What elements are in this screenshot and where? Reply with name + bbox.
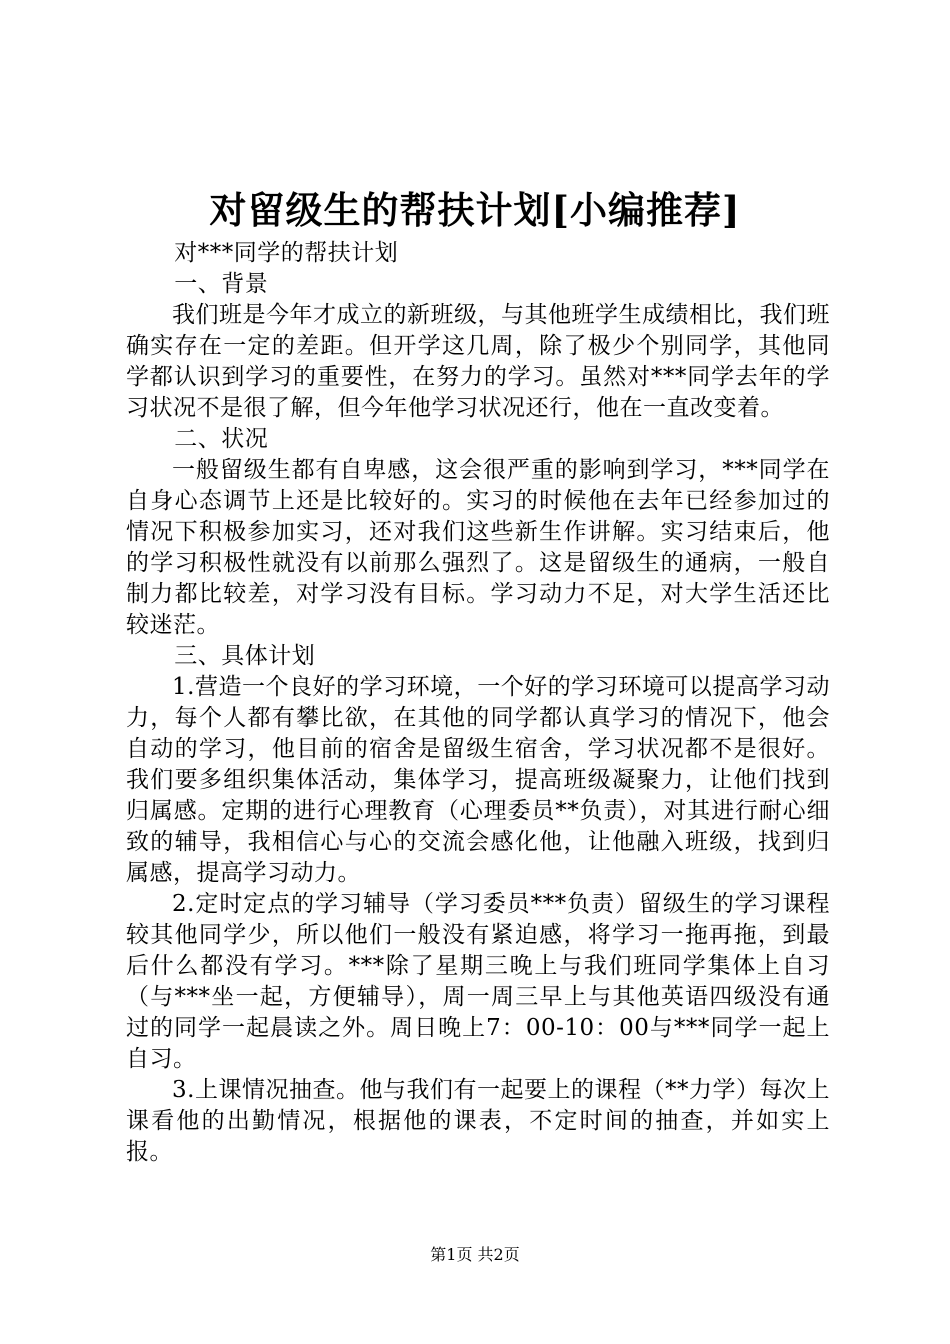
paragraph-status: 一般留级生都有自卑感，这会很严重的影响到学习，***同学在自身心态调节上还是比较好的。实习的时候他在去年已经参加过的情况下积极参加实习，还对我们这些新生作讲解。实习结束后，他的学习积极性就没有以前那么强烈了。这是留级生的通病，一般自制力都比较差，对学习没有目标。学习动力不足，对大学生活还比较迷茫。 (126, 457, 830, 638)
section-heading-plan: 三、具体计划 (174, 643, 316, 669)
paragraph-plan-2: 2.定时定点的学习辅导（学习委员***负责）留级生的学习课程较其他同学少，所以他们一般没有紧迫感，将学习一拖再拖，到最后什么都没有学习。***除了星期三晚上与我们班同学集体上自习（与***坐一起，方便辅导），周一周三早上与其他英语四级没有通过的同学一起晨读之外。周日晚上7：00-10：00与***同学一起上自习。 (126, 891, 830, 1072)
section-heading-background: 一、背景 (174, 271, 269, 297)
paragraph-subject: 对***同学的帮扶计划 (174, 240, 399, 266)
section-heading-status: 二、状况 (174, 426, 269, 452)
paragraph-plan-1: 1.营造一个良好的学习环境，一个好的学习环境可以提高学习动力，每个人都有攀比欲，在其他的同学都认真学习的情况下，他会自动的学习，他目前的宿舍是留级生宿舍，学习状况都不是很好。我们要多组织集体活动，集体学习，提高班级凝聚力，让他们找到归属感。定期的进行心理教育（心理委员**负责），对其进行耐心细致的辅导，我相信心与心的交流会感化他，让他融入班级，找到归属感，提高学习动力。 (126, 674, 830, 886)
paragraph-background: 我们班是今年才成立的新班级，与其他班学生成绩相比，我们班确实存在一定的差距。但开学这几周，除了极少个别同学，其他同学都认识到学习的重要性，在努力的学习。虽然对***同学去年的学习状况不是很了解，但今年他学习状况还行，他在一直改变着。 (126, 302, 830, 421)
page-footer: 第1页 共2页 (430, 1245, 520, 1264)
document-title: 对留级生的帮扶计划[小编推荐] (209, 188, 741, 232)
document-body (126, 238, 830, 1168)
paragraph-plan-3: 3.上课情况抽查。他与我们有一起要上的课程（**力学）每次上课看他的出勤情况，根据他的课表，不定时间的抽查，并如实上报。 (126, 1077, 830, 1165)
